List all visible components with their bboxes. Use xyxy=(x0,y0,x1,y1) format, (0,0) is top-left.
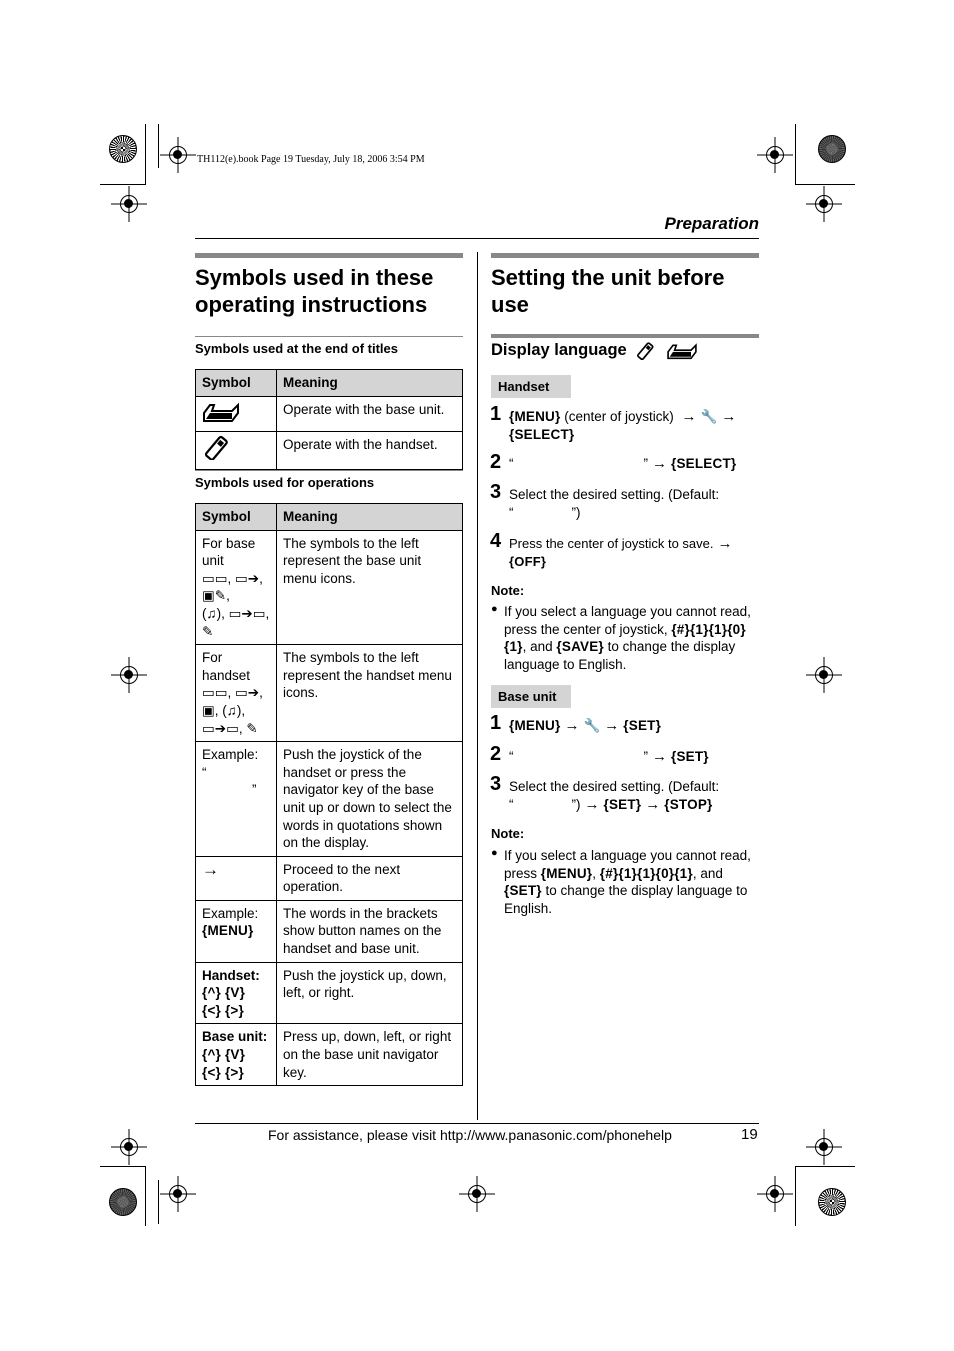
settings-icon: ✎ xyxy=(202,623,214,639)
table-row: Example: “ ” Push the joystick of the handset or press the navigator key of the base unit up or down to select the words in quotations shown on the display. xyxy=(196,742,463,857)
registration-mark-icon xyxy=(169,146,187,164)
registration-mark-icon xyxy=(766,1185,784,1203)
ringer-icon: (♫) xyxy=(222,702,242,718)
step-number: 2 xyxy=(490,743,502,765)
registration-mark-icon xyxy=(766,146,784,164)
handset-icon xyxy=(202,436,230,460)
wrench-icon: 🔧 xyxy=(700,409,718,424)
table-row: For handset ▭▭, ▭➔, ▣, (♫), ▭➔▭, ✎ The symbols to the left represent the handset menu icons. xyxy=(196,645,463,742)
answering-icon: ▣✎ xyxy=(202,588,227,604)
step-number: 1 xyxy=(490,403,502,425)
page-title-right: Setting the unit before use xyxy=(491,265,725,317)
wrench-icon: 🔧 xyxy=(583,718,601,733)
column-divider xyxy=(477,252,478,1120)
arrow-icon: → xyxy=(721,408,737,425)
caller-id-icon: ▭➔ xyxy=(235,685,260,701)
table-row: Operate with the handset. xyxy=(196,432,463,470)
arrow-icon: → xyxy=(604,717,620,734)
divider xyxy=(195,470,463,471)
table-row: → Proceed to the next operation. xyxy=(196,856,463,900)
page-number: 19 xyxy=(741,1126,758,1143)
registration-mark-icon xyxy=(169,1185,187,1203)
registration-target-icon xyxy=(109,135,137,163)
display-language-heading: Display language xyxy=(491,341,698,360)
base-unit-icon xyxy=(666,342,698,360)
column-header: Meaning xyxy=(277,504,463,531)
arrow-icon: → xyxy=(564,717,580,734)
table-row: Handset: {^} {V} {<} {>} Push the joystick up, down, left, or right. xyxy=(196,962,463,1024)
step-number: 4 xyxy=(490,530,502,552)
handset-step-2: “ ” → {SELECT} xyxy=(509,455,737,472)
assistance-text: For assistance, please visit http://www.panasonic.com/phonehelp xyxy=(268,1127,672,1143)
base-unit-tag: Base unit xyxy=(491,685,571,708)
column-header: Meaning xyxy=(277,370,463,397)
voicemail-icon: ▣ xyxy=(202,702,215,718)
arrow-icon: → xyxy=(652,455,667,472)
bullet-icon: ● xyxy=(491,603,498,615)
subheading: Symbols used at the end of titles xyxy=(195,341,398,356)
operation-symbols-table xyxy=(195,503,463,1086)
step-number: 3 xyxy=(490,773,502,795)
handset-note: If you select a language you cannot read, press the center of joystick, {#}{1}{1}{0}{1}, and {SAVE} to change the display language to English. xyxy=(504,604,751,672)
arrow-icon: → xyxy=(681,408,697,425)
base-step-1: {MENU} → 🔧 → {SET} xyxy=(509,717,662,734)
intercom-icon: ▭➔▭ xyxy=(228,605,266,621)
column-header: Symbol xyxy=(196,504,277,531)
title-bar xyxy=(491,334,759,338)
ringer-icon: (♫) xyxy=(202,605,222,621)
registration-mark-icon xyxy=(120,1138,138,1156)
handset-step-1: {MENU} (center of joystick) → 🔧 → {SELECT} xyxy=(509,408,737,442)
handset-step-3: Select the desired setting. (Default: “ ”) xyxy=(509,487,720,520)
base-unit-icon xyxy=(202,401,240,423)
base-step-2: “ ” → {SET} xyxy=(509,748,709,765)
column-header: Symbol xyxy=(196,370,277,397)
handset-tag: Handset xyxy=(491,375,571,398)
settings-icon: ✎ xyxy=(246,720,258,736)
print-info: TH112(e).book Page 19 Tuesday, July 18, 2006 3:54 PM xyxy=(197,154,425,165)
step-number: 1 xyxy=(490,712,502,734)
title-symbols-table xyxy=(195,369,463,470)
arrow-icon: → xyxy=(584,796,600,813)
phonebook-icon: ▭▭ xyxy=(202,570,228,586)
arrow-icon: → xyxy=(652,748,667,765)
registration-mark-icon xyxy=(468,1185,486,1203)
registration-target-icon xyxy=(818,135,846,163)
note-label: Note: xyxy=(491,583,525,598)
arrow-icon: → xyxy=(196,856,277,900)
footer-rule xyxy=(195,1123,759,1124)
table-row: Operate with the base unit. xyxy=(196,396,463,432)
title-bar xyxy=(195,253,463,258)
registration-mark-icon xyxy=(120,195,138,213)
registration-target-icon xyxy=(818,1188,846,1216)
handset-step-4: Press the center of joystick to save. → {OFF} xyxy=(509,535,733,569)
arrow-icon: → xyxy=(645,796,661,813)
table-row: Example: {MENU} The words in the brackets show button names on the handset and base unit. xyxy=(196,900,463,962)
step-number: 3 xyxy=(490,481,502,503)
arrow-icon: → xyxy=(717,535,733,552)
header-rule xyxy=(195,238,759,239)
page-title-left: Symbols used in these operating instructions xyxy=(195,265,434,317)
intercom-icon: ▭➔▭ xyxy=(202,720,239,736)
bullet-icon: ● xyxy=(491,847,498,859)
registration-mark-icon xyxy=(815,1138,833,1156)
table-row: Base unit: {^} {V} {<} {>} Press up, down, left, or right on the base unit navigator key. xyxy=(196,1024,463,1086)
phonebook-icon: ▭▭ xyxy=(202,685,228,701)
caller-id-icon: ▭➔ xyxy=(235,570,260,586)
registration-mark-icon xyxy=(120,666,138,684)
registration-target-icon xyxy=(109,1188,137,1216)
section-label: Preparation xyxy=(664,214,759,233)
table-row: For base unit ▭▭, ▭➔, ▣✎, (♫), ▭➔▭, ✎ The symbols to the left represent the base unit menu icons. xyxy=(196,530,463,645)
registration-mark-icon xyxy=(815,195,833,213)
base-note: If you select a language you cannot read, press {MENU}, {#}{1}{1}{0}{1}, and {SET} to change the display language to English. xyxy=(504,848,751,916)
registration-mark-icon xyxy=(815,666,833,684)
step-number: 2 xyxy=(490,451,502,473)
title-bar xyxy=(491,253,759,258)
subheading: Symbols used for operations xyxy=(195,475,375,490)
handset-icon xyxy=(635,342,655,360)
base-step-3: Select the desired setting. (Default: “ ”) → {SET} → {STOP} xyxy=(509,779,720,813)
note-label: Note: xyxy=(491,826,525,841)
divider xyxy=(195,336,463,337)
